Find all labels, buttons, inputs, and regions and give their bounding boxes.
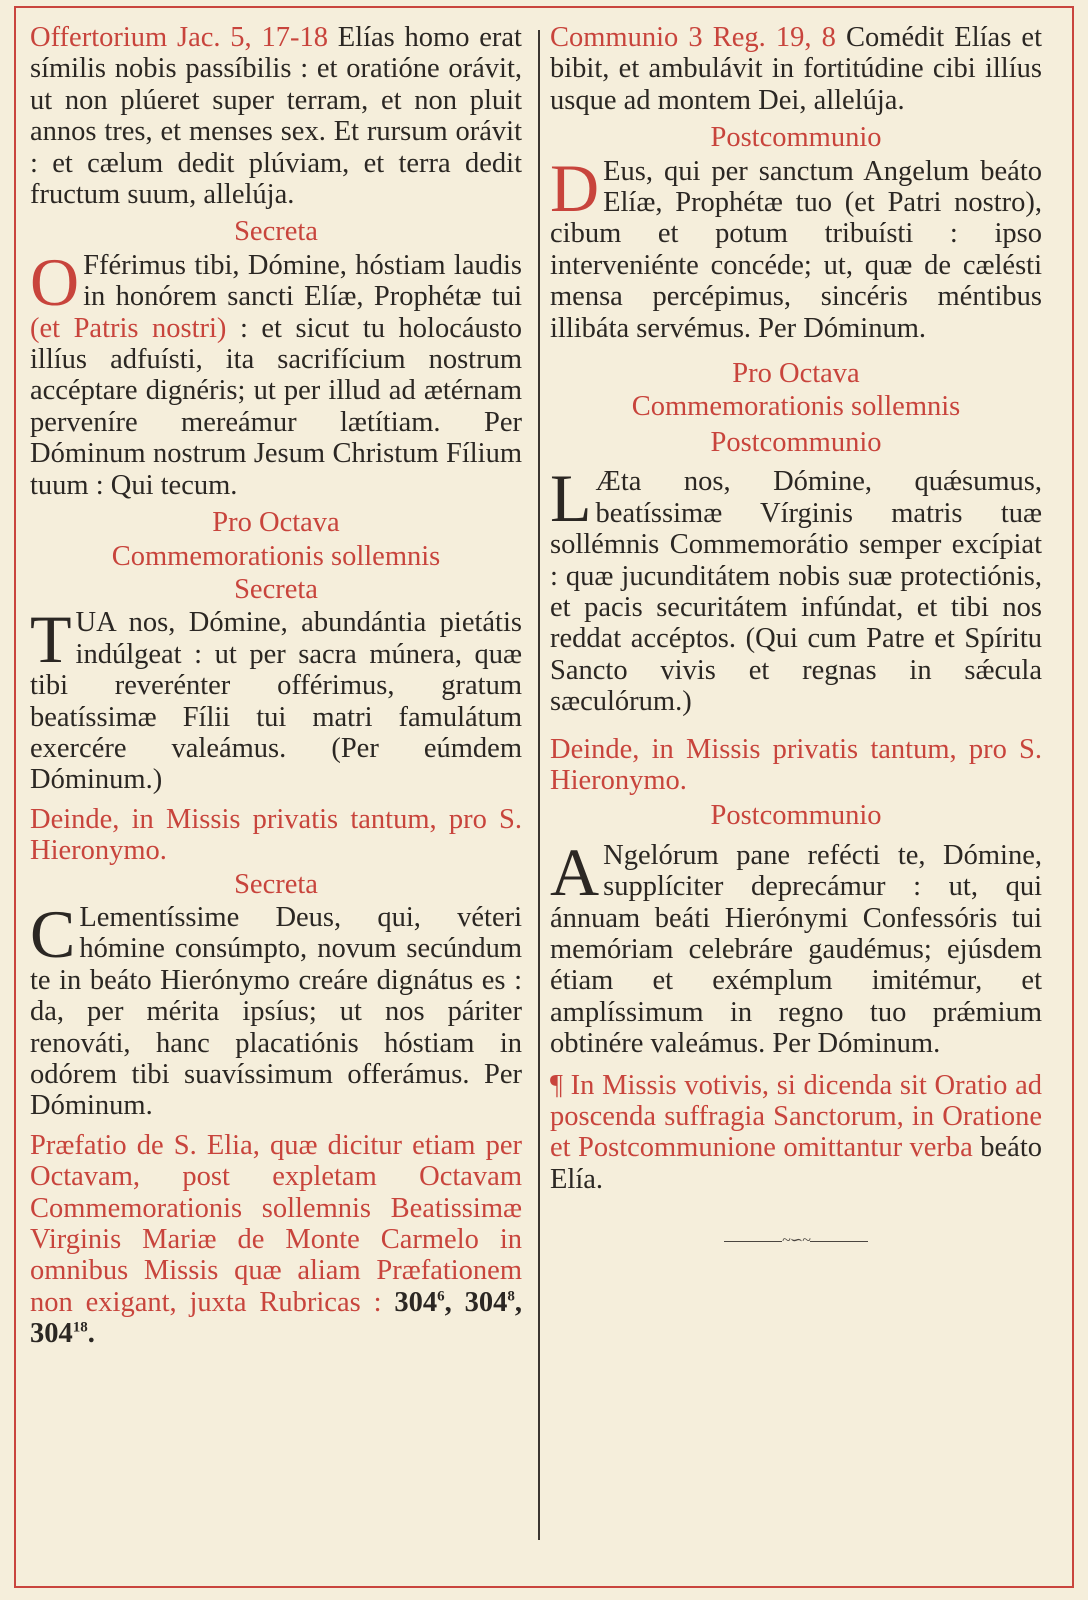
rubric-deinde: Deinde, in Missis privatis tantum, pro S. Hieronymo. bbox=[550, 733, 1042, 796]
heading-commemorationis: Commemorationis sollemnis bbox=[631, 391, 961, 423]
hieronymo-postcommunio-prayer bbox=[550, 833, 1042, 1060]
page-ref: 304 bbox=[394, 1286, 438, 1318]
heading-secreta: Secreta bbox=[234, 216, 318, 248]
octava-postcommunio-prayer bbox=[550, 460, 1042, 718]
drop-cap: L bbox=[550, 460, 592, 537]
prayer-text: Lementíssime Deus, qui, véteri hómine consúmpto, novum secúndum te in beáto Hierónymo creáre dignátus es : da, per mérita ipsíus; ut nos páriter renováti, hanc placatiónis hóstiam in odórem tibi suavíssimum offerámus. Per Dóminum. bbox=[30, 901, 522, 1122]
parenthetical-text: (Per eúmdem Dóminum.) bbox=[30, 732, 522, 796]
drop-cap: D bbox=[550, 149, 600, 226]
drop-cap: T bbox=[30, 601, 72, 678]
prayer-text: UA nos, Dómine, abundántia pietátis indúlgeat : ut per sacra múnera, quæ tibi reverénter offérimus, gratum beatíssimæ Fílii tui matri famulátum exercére valeámus. bbox=[30, 607, 522, 764]
offertorium-paragraph bbox=[30, 22, 522, 210]
heading-postcommunio: Postcommunio bbox=[710, 426, 882, 458]
postcommunio-prayer bbox=[550, 149, 1042, 344]
hieronymo-secreta-prayer bbox=[30, 895, 522, 1122]
page-ref-sup: 6 bbox=[437, 1288, 445, 1305]
heading-pro-octava: Pro Octava bbox=[212, 507, 340, 539]
parenthetical-text: (Qui cum Patre et Spíritu Sancto vivis et regnas in sǽcula sæculórum.) bbox=[550, 623, 1042, 718]
rubric-votivis bbox=[550, 1070, 1042, 1196]
prayer-text: Fférimus tibi, Dómine, hóstiam laudis in honórem sancti Elíæ, Prophétæ tui bbox=[83, 249, 522, 313]
page-ref-sup: 18 bbox=[72, 1319, 88, 1336]
rubric-praefatio: Præfatio de S. Elia, quæ dicitur etiam per Octavam, post expletam Octavam Commemorationis sollemnis Beatissimæ Virginis Mariæ de Monte Carmelo in omnibus Missis quæ aliam Præfationem non exigant, juxta Rubricas : $304^6$, $304^8$, $304^{18}$. bbox=[30, 1129, 523, 1350]
votivis-text: beáto Elía. bbox=[550, 1132, 1042, 1195]
prayer-text: : et sicut tu holocáusto illíus adfuísti, ita sacrifícium nostrum accéptare dignéris; ut per illud ad ætérnam perveníre mereámur lætítiam. Per Dóminum nostrum Jesum Christum Fílium tuum : Qui tecum. bbox=[30, 312, 522, 501]
drop-cap: A bbox=[550, 833, 600, 910]
parenthetical-text: (et Patris nostri) bbox=[30, 312, 227, 344]
pilcrow-icon: ¶ bbox=[550, 1069, 563, 1101]
heading-secreta: Secreta bbox=[234, 868, 318, 900]
octava-secreta-prayer bbox=[30, 601, 522, 796]
offertorium-rubric: Offertorium Jac. 5, 17-18 bbox=[30, 22, 328, 53]
rubric-deinde: Deinde, in Missis privatis tantum, pro S. Hieronymo. bbox=[30, 803, 522, 867]
votivis-rubric: In Missis votivis, si dicenda sit Oratio ad poscenda suffragia Sanctorum, in Oratione et Postcommunione omittantur verba bbox=[550, 1069, 1042, 1164]
drop-cap: C bbox=[30, 895, 76, 972]
right-column bbox=[550, 22, 1042, 1257]
prayer-text: Eus, qui per sanctum Angelum beáto Elíæ, Prophétæ tuo bbox=[603, 155, 1042, 219]
prayer-text: Æta nos, Dómine, quǽsumus, beatíssimæ Vírginis matris tuæ sollémnis Commemorátio semper excípiat : quæ jucunditátem nobis suæ protectiónis, et pacis securitátem infúndat, et tibi nos reddat accéptos. bbox=[550, 466, 1042, 655]
heading-postcommunio: Postcommunio bbox=[710, 122, 882, 154]
heading-commemorationis: Commemorationis sollemnis bbox=[111, 540, 441, 572]
prayer-text: , cibum et potum tribuísti : ipso interveniénte concéde; ut, quæ de cælésti mensa percépimus, sincéris méntibus illibáta servémus. Per Dóminum. bbox=[550, 187, 1042, 344]
secreta-prayer bbox=[30, 243, 522, 501]
drop-cap: O bbox=[30, 243, 80, 320]
page-ref: 304 bbox=[464, 1286, 508, 1318]
ornament-divider-icon: ~∽~ bbox=[550, 1225, 1042, 1256]
heading-secreta: Secreta bbox=[234, 573, 318, 605]
left-column bbox=[30, 22, 522, 1350]
column-divider bbox=[538, 30, 540, 1540]
prayer-text: Ngelórum pane refécti te, Dómine, supplíciter deprecámur : ut, qui ánnuam beáti Hierónymi Confessóris tui memóriam celebráre gaudémus; ejúsdem étiam et exémplum imitémur, et amplíssimum in regno tuo prǽmium obtinére valeámus. Per Dóminum. bbox=[550, 839, 1042, 1060]
page-ref-sup: 8 bbox=[507, 1288, 515, 1305]
heading-postcommunio: Postcommunio bbox=[710, 800, 882, 832]
parenthetical-text: (et Patri nostro) bbox=[844, 187, 1035, 219]
communio-text: Comédit Elías et bibit, et ambulávit in fortitúdine cibi illíus usque ad montem Dei, allelúja. bbox=[550, 22, 1042, 116]
offertorium-text: Elías homo erat símilis nobis passíbilis : et oratióne orávit, ut non plúeret super terram, et non pluit annos tres, et menses sex. Et rursum orávit : et cælum dedit plúviam, et terra dedit fructum suum, allelúja. bbox=[30, 22, 522, 211]
heading-pro-octava: Pro Octava bbox=[732, 358, 860, 390]
praefatio-text: Præfatio de S. Elia, quæ dicitur etiam per Octavam, post expletam Octavam Commemorationis sollemnis Beatissimæ Virginis Mariæ de Monte Carmelo in omnibus Missis quæ aliam Præfationem non exigant, juxta Rubricas : bbox=[30, 1129, 522, 1318]
page-ref: 304 bbox=[30, 1318, 73, 1350]
communio-paragraph bbox=[550, 22, 1042, 116]
communio-rubric: Communio 3 Reg. 19, 8 bbox=[550, 22, 836, 53]
